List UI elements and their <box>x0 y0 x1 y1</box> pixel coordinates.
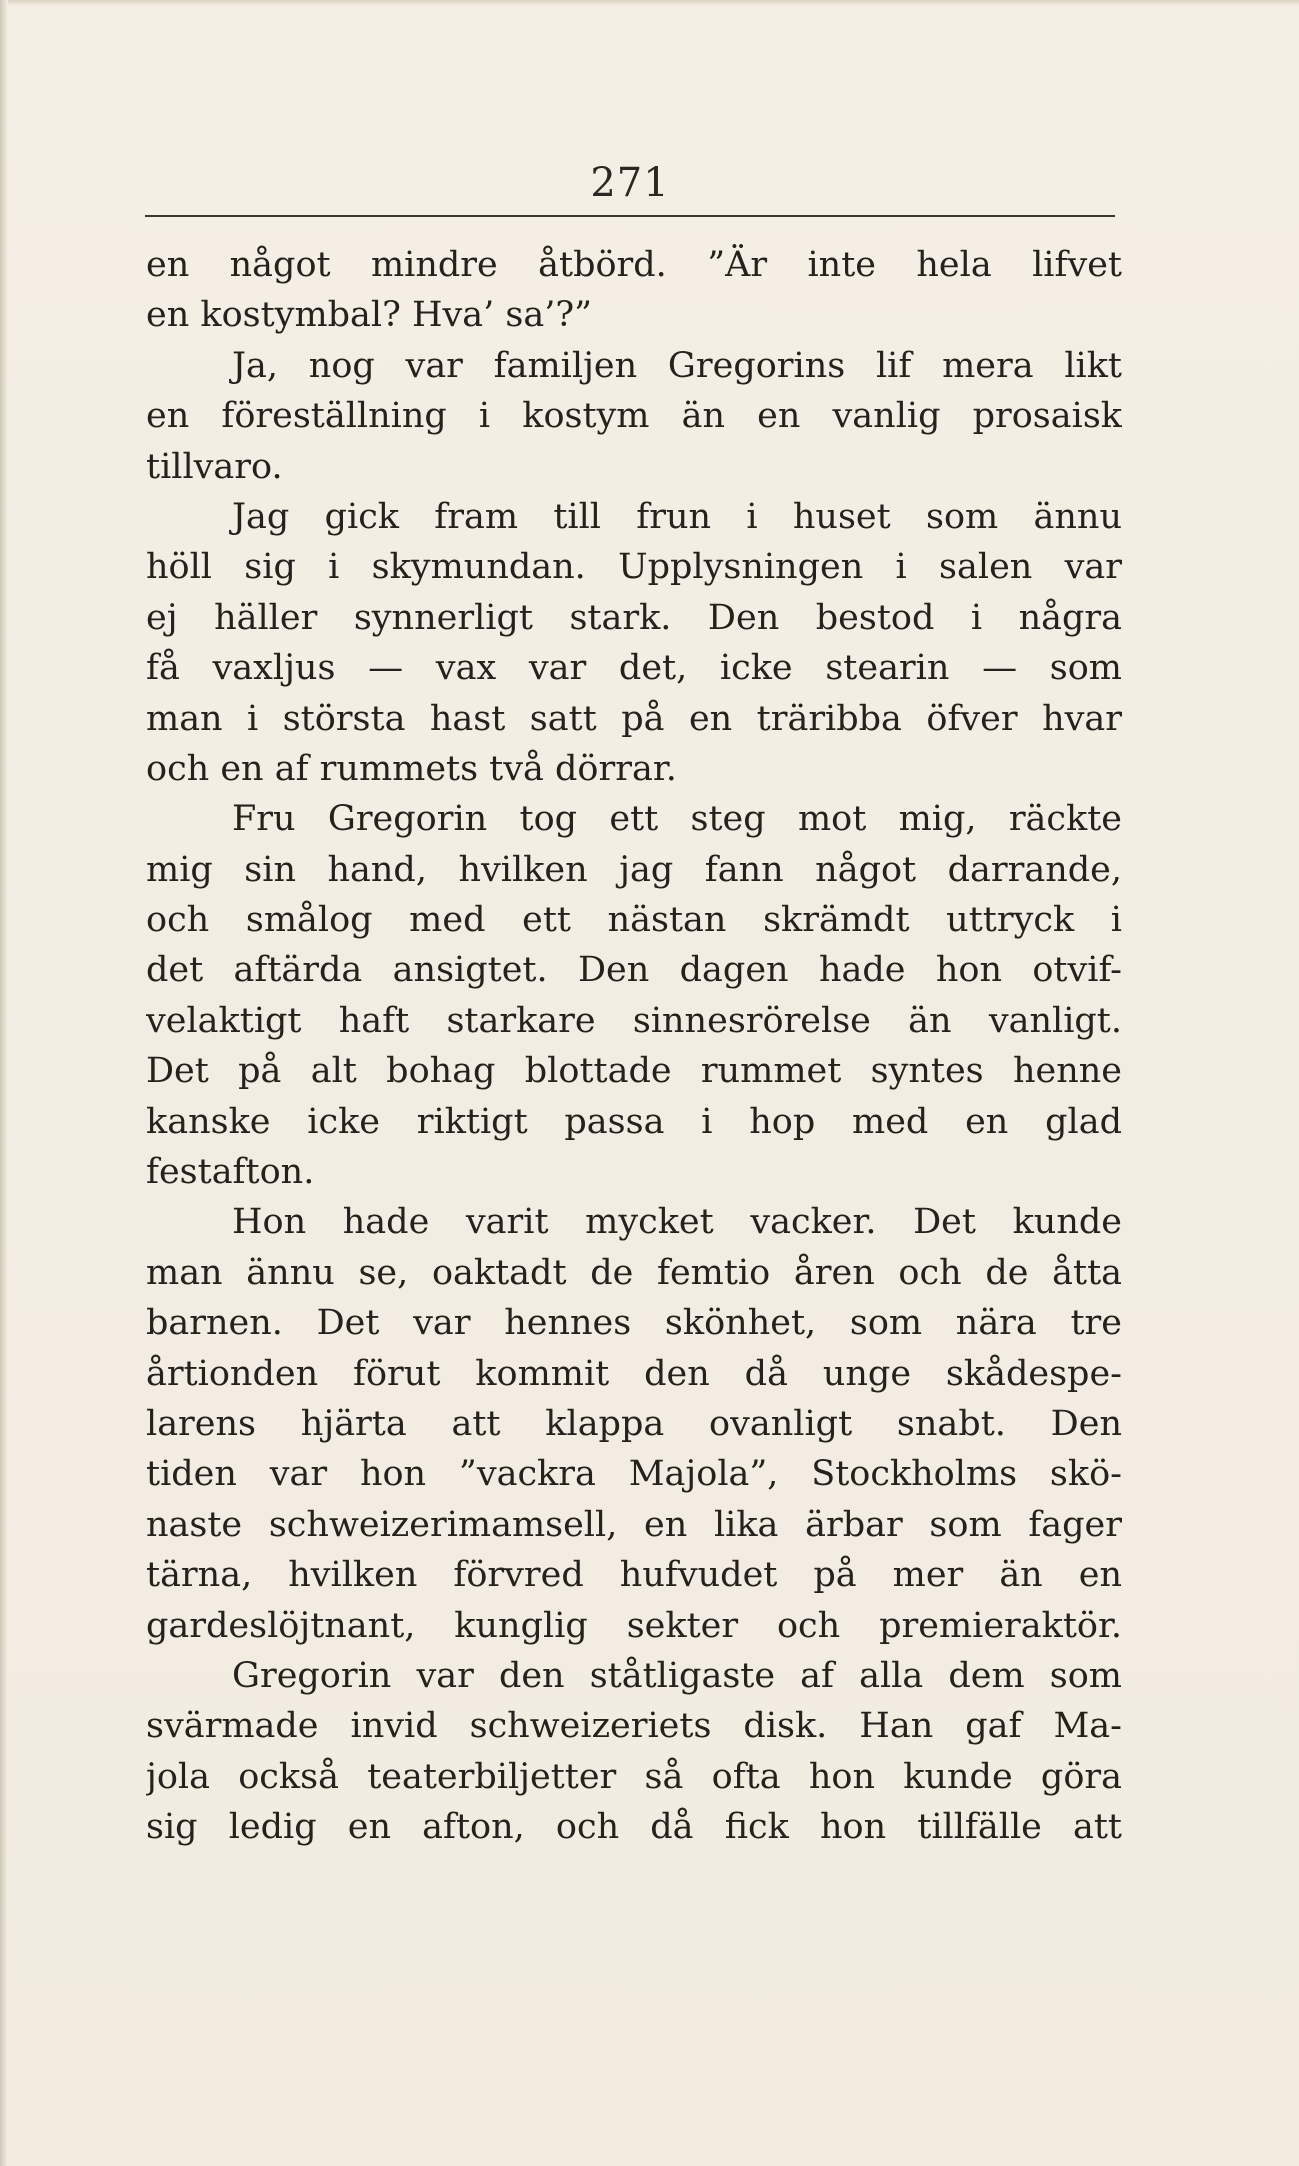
text-line: årtionden förut kommit den då unge skådespe- <box>146 1353 1122 1394</box>
text-line: få vaxljus — vax var det, icke stearin — som <box>146 648 1122 689</box>
text-line: barnen. Det var hennes skönhet, som nära tre <box>146 1303 1122 1344</box>
text-line: naste schweizerimamsell, en lika ärbar som fager <box>146 1504 1122 1545</box>
text-line: en kostymbal? Hva’ sa’?” <box>146 295 593 336</box>
page-top-edge <box>0 0 1299 6</box>
text-line: det aftärda ansigtet. Den dagen hade hon otvif- <box>146 950 1122 991</box>
page-left-edge <box>0 0 8 2166</box>
text-line: tillvaro. <box>146 446 283 487</box>
page-number: 271 <box>590 160 670 206</box>
body-text <box>146 240 1122 1853</box>
header-rule <box>145 215 1115 217</box>
text-line: sig ledig en afton, och då fick hon tillfälle att <box>146 1807 1122 1848</box>
text-line: man i största hast satt på en träribba öfver hvar <box>146 698 1122 739</box>
text-line: höll sig i skymundan. Upplysningen i salen var <box>146 547 1122 588</box>
text-line: gardeslöjtnant, kunglig sekter och premieraktör. <box>146 1605 1122 1646</box>
text-line: och en af rummets två dörrar. <box>146 748 677 789</box>
text-line: velaktigt haft starkare sinnesrörelse än vanligt. <box>146 1000 1122 1041</box>
text-line: festafton. <box>146 1152 315 1193</box>
text-line: mig sin hand, hvilken jag fann något darrande, <box>146 849 1122 890</box>
text-line: ej häller synnerligt stark. Den bestod i några <box>146 597 1122 638</box>
text-line: och smålog med ett nästan skrämdt uttryck i <box>146 900 1122 941</box>
text-line: kanske icke riktigt passa i hop med en glad <box>146 1101 1122 1142</box>
text-line: man ännu se, oaktadt de femtio åren och de åtta <box>146 1252 1122 1293</box>
text-line: jola också teaterbiljetter så ofta hon kunde göra <box>146 1756 1122 1797</box>
text-line: svärmade invid schweizeriets disk. Han gaf Ma- <box>146 1706 1122 1747</box>
text-line: Ja, nog var familjen Gregorins lif mera likt <box>232 345 1122 386</box>
text-line: Jag gick fram till frun i huset som ännu <box>232 496 1122 537</box>
text-line: en något mindre åtbörd. ”Är inte hela lifvet <box>146 245 1122 285</box>
text-line: Fru Gregorin tog ett steg mot mig, räckte <box>232 799 1122 840</box>
text-line: Hon hade varit mycket vacker. Det kunde <box>232 1202 1122 1243</box>
text-line: en föreställning i kostym än en vanlig prosaisk <box>146 396 1122 437</box>
text-line: tiden var hon ”vackra Majola”, Stockholms skö- <box>146 1454 1122 1495</box>
text-line: Gregorin var den ståtligaste af alla dem som <box>232 1655 1122 1696</box>
text-line: Det på alt bohag blottade rummet syntes henne <box>146 1051 1122 1092</box>
text-line: tärna, hvilken förvred hufvudet på mer än en <box>146 1555 1122 1596</box>
text-line: larens hjärta att klappa ovanligt snabt. Den <box>146 1403 1122 1444</box>
